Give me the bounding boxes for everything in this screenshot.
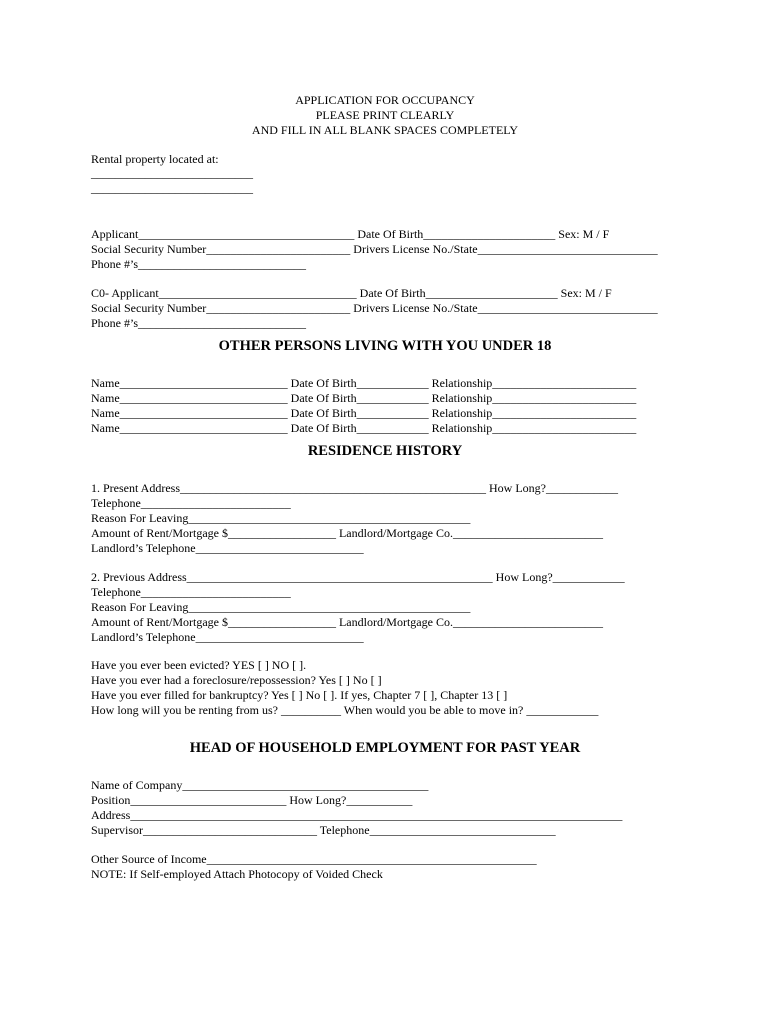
form-subtitle: PLEASE PRINT CLEARLY: [315, 108, 455, 122]
present-landlord-phone-line[interactable]: Landlord’s Telephone____________________________: [91, 541, 364, 555]
residence-history-heading: RESIDENCE HISTORY: [307, 443, 463, 459]
position-line[interactable]: Position__________________________ How Long?___________: [91, 793, 413, 807]
other-income-line[interactable]: Other Source of Income_______________________________________________________: [91, 852, 537, 866]
company-name-line[interactable]: Name of Company_________________________________________: [91, 778, 429, 792]
co-applicant-name-line[interactable]: C0- Applicant_________________________________ Date Of Birth______________________ Sex: M / F: [91, 286, 612, 300]
form-title: APPLICATION FOR OCCUPANCY: [295, 93, 475, 107]
present-address-line[interactable]: 1. Present Address___________________________________________________ How Long?____________: [91, 481, 618, 495]
previous-reason-line[interactable]: Reason For Leaving_______________________________________________: [91, 600, 471, 614]
self-employed-note: NOTE: If Self-employed Attach Photocopy of Voided Check: [91, 867, 383, 881]
bankruptcy-question[interactable]: Have you ever filled for bankruptcy? Yes [ ] No [ ]. If yes, Chapter 7 [ ], Chapter 13 [ ]: [91, 688, 508, 702]
supervisor-line[interactable]: Supervisor_____________________________ Telephone_______________________________: [91, 823, 556, 837]
rental-address-line-2[interactable]: ___________________________: [91, 181, 253, 195]
applicant-name-line[interactable]: Applicant____________________________________ Date Of Birth______________________ Sex: M / F: [91, 227, 610, 241]
applicant-ssn-line[interactable]: Social Security Number________________________ Drivers License No./State______________________________: [91, 242, 658, 256]
rental-property-label: Rental property located at:: [91, 152, 219, 166]
other-person-row[interactable]: Name____________________________ Date Of Birth____________ Relationship________________________: [91, 376, 637, 390]
present-rent-line[interactable]: Amount of Rent/Mortgage $__________________ Landlord/Mortgage Co._________________________: [91, 526, 603, 540]
previous-landlord-phone-line[interactable]: Landlord’s Telephone____________________________: [91, 630, 364, 644]
employment-heading: HEAD OF HOUSEHOLD EMPLOYMENT FOR PAST YEAR: [189, 740, 581, 756]
employer-address-line[interactable]: Address__________________________________________________________________________________: [91, 808, 623, 822]
foreclosure-question[interactable]: Have you ever had a foreclosure/repossession? Yes [ ] No [ ]: [91, 673, 382, 687]
previous-rent-line[interactable]: Amount of Rent/Mortgage $__________________ Landlord/Mortgage Co._________________________: [91, 615, 603, 629]
applicant-phone-line[interactable]: Phone #’s____________________________: [91, 257, 307, 271]
renting-duration-question[interactable]: How long will you be renting from us? __________ When would you be able to move in? ____________: [91, 703, 599, 717]
present-reason-line[interactable]: Reason For Leaving_______________________________________________: [91, 511, 471, 525]
other-persons-heading: OTHER PERSONS LIVING WITH YOU UNDER 18: [218, 338, 552, 354]
other-person-row[interactable]: Name____________________________ Date Of Birth____________ Relationship________________________: [91, 421, 637, 435]
eviction-question[interactable]: Have you ever been evicted? YES [ ] NO [ ].: [91, 658, 307, 672]
form-instruction: AND FILL IN ALL BLANK SPACES COMPLETELY: [251, 123, 519, 137]
previous-address-line[interactable]: 2. Previous Address___________________________________________________ How Long?____________: [91, 570, 625, 584]
other-person-row[interactable]: Name____________________________ Date Of Birth____________ Relationship________________________: [91, 406, 637, 420]
rental-address-line-1[interactable]: ___________________________: [91, 166, 253, 180]
other-person-row[interactable]: Name____________________________ Date Of Birth____________ Relationship________________________: [91, 391, 637, 405]
previous-telephone-line[interactable]: Telephone_________________________: [91, 585, 291, 599]
co-applicant-phone-line[interactable]: Phone #’s____________________________: [91, 316, 307, 330]
co-applicant-ssn-line[interactable]: Social Security Number________________________ Drivers License No./State______________________________: [91, 301, 658, 315]
present-telephone-line[interactable]: Telephone_________________________: [91, 496, 291, 510]
